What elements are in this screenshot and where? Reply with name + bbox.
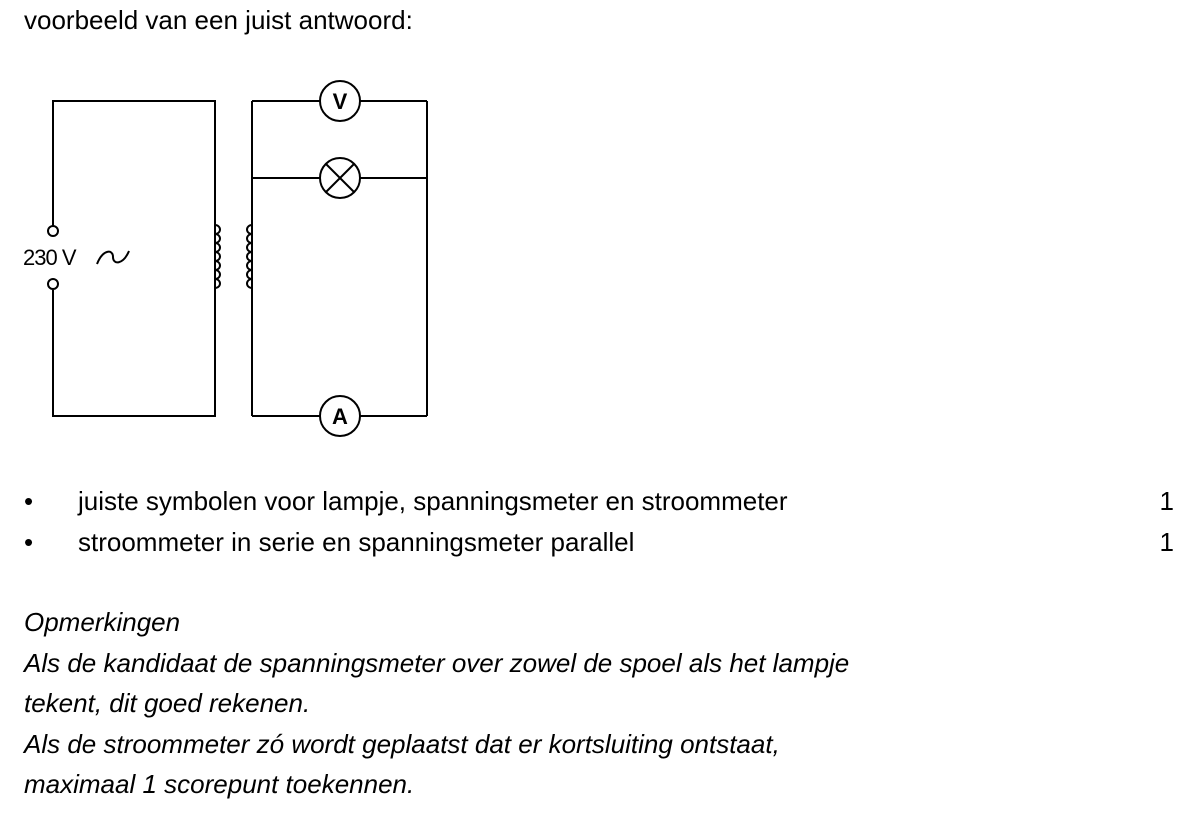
remarks-heading: Opmerkingen [24, 607, 181, 637]
bullet: • [24, 486, 34, 516]
intro-text: voorbeeld van een juist antwoord: [24, 5, 413, 35]
remarks-section [24, 602, 849, 805]
lamp-icon [320, 158, 360, 198]
criterion-points: 1 [1159, 527, 1174, 557]
source-terminal-top [48, 226, 58, 236]
ammeter-label: A [332, 404, 348, 429]
ac-symbol-icon [97, 251, 129, 264]
scoring-criteria [24, 482, 1174, 564]
criterion-text: stroommeter in serie en spanningsmeter parallel [78, 527, 635, 557]
source-terminal-bottom [48, 279, 58, 289]
remark-line: maximaal 1 scorepunt toekennen. [24, 769, 415, 799]
criterion-text: juiste symbolen voor lampje, spanningsmeter en stroommeter [78, 486, 788, 516]
remark-line: tekent, dit goed rekenen. [24, 688, 311, 718]
remark-line: Als de kandidaat de spanningsmeter over zowel de spoel als het lampje [24, 647, 850, 678]
voltmeter-label: V [332, 89, 348, 114]
circuit-diagram [0, 0, 460, 460]
criterion-item [24, 523, 1174, 564]
remark-line: Als de stroommeter zó wordt geplaatst dat er kortsluiting ontstaat, [24, 728, 780, 759]
criterion-item [24, 482, 1174, 523]
primary-circuit-wire [53, 101, 215, 416]
source-voltage-label: 230 V [23, 245, 76, 270]
criterion-points: 1 [1159, 486, 1174, 516]
bullet: • [24, 527, 34, 557]
